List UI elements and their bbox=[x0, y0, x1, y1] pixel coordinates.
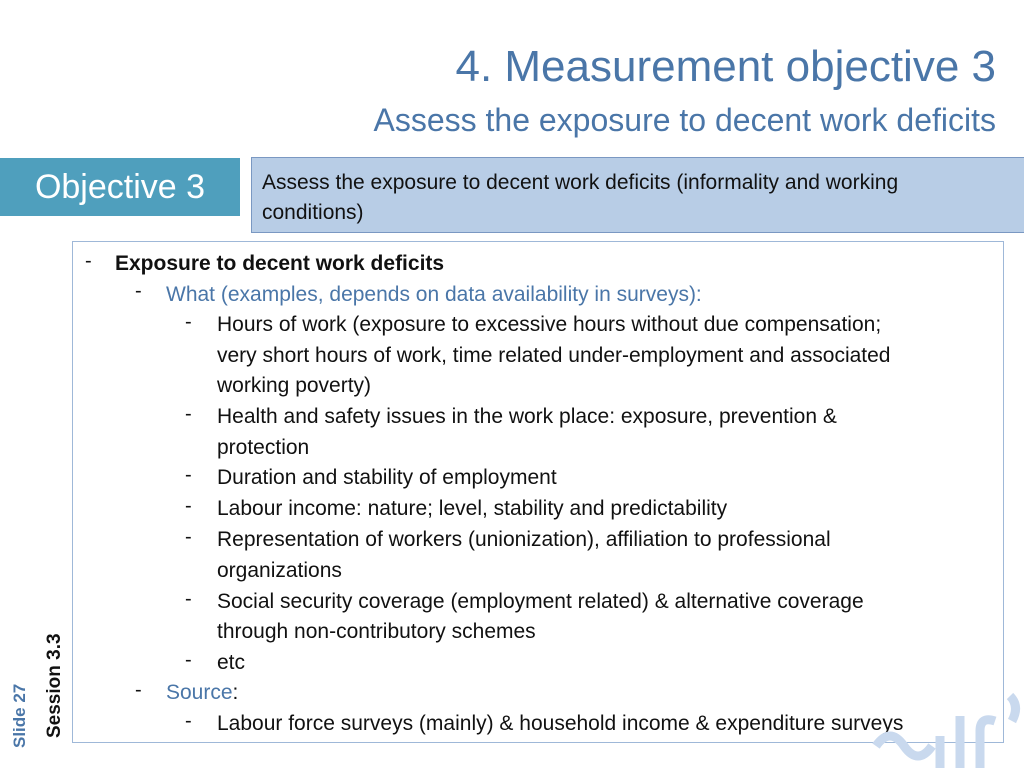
list-item-hours-line-3: working poverty) bbox=[217, 374, 372, 397]
bullet-dash-icon: - bbox=[185, 710, 192, 732]
source-label: Source bbox=[166, 681, 233, 704]
bullet-dash-icon: - bbox=[135, 280, 142, 302]
bullet-dash-icon: - bbox=[185, 526, 192, 548]
list-item-social-security-line-1: Social security coverage (employment related) & alternative coverage bbox=[217, 590, 864, 613]
what-label: What (examples, depends on data availability in surveys): bbox=[166, 283, 702, 306]
list-item-hours-line-1: Hours of work (exposure to excessive hours without due compensation; bbox=[217, 313, 882, 336]
content-heading: Exposure to decent work deficits bbox=[115, 252, 445, 275]
slide-title: 4. Measurement objective 3 bbox=[455, 42, 996, 91]
bullet-dash-icon: - bbox=[185, 495, 192, 517]
bullet-dash-icon: - bbox=[185, 311, 192, 333]
list-item-representation-line-2: organizations bbox=[217, 559, 342, 582]
source-colon: : bbox=[232, 681, 239, 704]
bullet-dash-icon: - bbox=[185, 649, 192, 671]
bullet-dash-icon: - bbox=[185, 588, 192, 610]
bullet-dash-icon: - bbox=[185, 403, 192, 425]
bullet-dash-icon: - bbox=[135, 679, 142, 701]
list-item-health-line-2: protection bbox=[217, 436, 310, 459]
slide-subtitle: Assess the exposure to decent work deficits bbox=[373, 102, 996, 138]
list-item-etc: etc bbox=[217, 651, 246, 674]
objective-label: Objective 3 bbox=[0, 158, 240, 216]
list-item-income: Labour income: nature; level, stability and predictability bbox=[217, 497, 728, 520]
bullet-dash-icon: - bbox=[85, 250, 92, 272]
logo-watermark-icon bbox=[870, 676, 1024, 768]
list-item-representation-line-1: Representation of workers (unionization), affiliation to professional bbox=[217, 528, 831, 551]
source-line bbox=[166, 678, 238, 708]
objective-description-line-2: conditions) bbox=[262, 201, 364, 224]
slide-number: Slide 27 bbox=[10, 683, 29, 748]
list-item-hours-line-2: very short hours of work, time related under-employment and associated bbox=[217, 344, 891, 367]
content-box bbox=[72, 241, 1004, 743]
list-item-duration: Duration and stability of employment bbox=[217, 466, 557, 489]
source-item: Labour force surveys (mainly) & household income & expenditure surveys bbox=[217, 712, 904, 735]
list-item-social-security-line-2: through non-contributory schemes bbox=[217, 620, 536, 643]
session-label: Session 3.3 bbox=[44, 633, 65, 738]
bullet-dash-icon: - bbox=[185, 464, 192, 486]
objective-description bbox=[251, 157, 1024, 233]
objective-description-line-1: Assess the exposure to decent work deficits (informality and working bbox=[262, 171, 899, 194]
list-item-health-line-1: Health and safety issues in the work place: exposure, prevention & bbox=[217, 405, 837, 428]
